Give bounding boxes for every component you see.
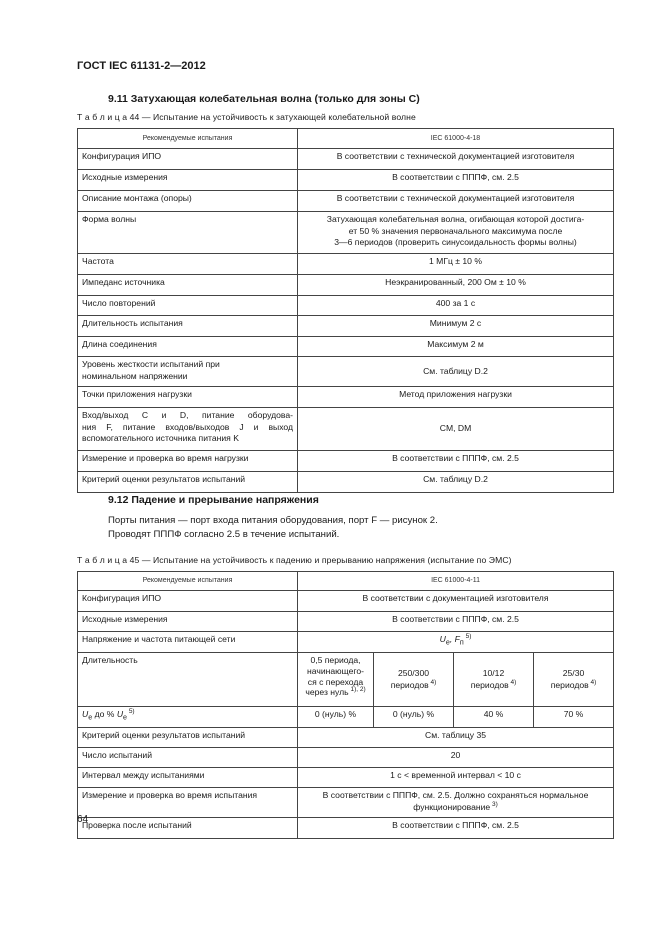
row-label: Форма волны	[78, 212, 298, 254]
table-row	[78, 149, 614, 170]
table-row	[78, 316, 614, 337]
duration-cell: 25/30 периодов $^{4)}$	[534, 653, 614, 707]
table-row	[78, 357, 614, 387]
table-row	[78, 591, 614, 612]
row-label: Точки приложения нагрузки	[78, 387, 298, 408]
row-label: Число повторений	[78, 296, 298, 316]
row-label: Исходные измерения	[78, 612, 298, 632]
table-row	[78, 768, 614, 788]
header-cell: Рекомендуемые испытания	[78, 572, 298, 591]
row-label: Исходные измерения	[78, 170, 298, 191]
table-45	[77, 571, 614, 839]
table-row	[78, 191, 614, 212]
row-label: Напряжение и частота питающей сети	[78, 632, 298, 653]
table-44	[77, 128, 614, 493]
label-line: ния F, питание входов/выходов J и выход	[82, 421, 293, 432]
row-label: Длина соединения	[78, 337, 298, 357]
row-value: В соответствии с технической документацией изготовителя	[298, 149, 614, 170]
row-value: 1 с < временной интервал < 10 с	[298, 768, 614, 788]
row-label: $U_e$ до % $U_e$ $^{5)}$	[78, 707, 298, 728]
row-label: Число испытаний	[78, 748, 298, 768]
row-label: Измерение и проверка во время испытания	[78, 788, 298, 818]
table-row	[78, 612, 614, 632]
row-label: Конфигурация ИПО	[78, 149, 298, 170]
table-row	[78, 748, 614, 768]
table-44-caption: Т а б л и ц а 44 — Испытание на устойчивость к затухающей колебательной волне	[77, 112, 416, 122]
row-value: В соответствии с ПППФ, см. 2.5	[298, 818, 614, 839]
row-value: Метод приложения нагрузки	[298, 387, 614, 408]
row-value: См. таблицу D.2	[298, 357, 614, 387]
row-value: См. таблицу D.2	[298, 472, 614, 493]
paragraph: Проводят ПППФ согласно 2.5 в течение испытаний.	[108, 529, 340, 540]
table-row	[78, 451, 614, 472]
row-label: Описание монтажа (опоры)	[78, 191, 298, 212]
row-label: Измерение и проверка во время нагрузки	[78, 451, 298, 472]
row-value: $U_e$, $F_п$ $^{5)}$	[298, 632, 614, 653]
document-code: ГОСТ IEC 61131-2—2012	[77, 60, 206, 72]
table-row	[78, 337, 614, 357]
table-row	[78, 254, 614, 275]
row-value: 1 МГц ± 10 %	[298, 254, 614, 275]
row-value	[298, 212, 614, 254]
row-value: В соответствии с ПППФ, см. 2.5	[298, 170, 614, 191]
header-cell: Рекомендуемые испытания	[78, 129, 298, 149]
row-label: Длительность испытания	[78, 316, 298, 337]
label-line: номинальном напряжении	[82, 370, 188, 381]
row-value: 20	[298, 748, 614, 768]
table-row-duration	[78, 653, 614, 707]
row-value: Максимум 2 м	[298, 337, 614, 357]
row-label: Критерий оценки результатов испытаний	[78, 472, 298, 493]
row-value: См. таблицу 35	[298, 728, 614, 748]
table-row	[78, 212, 614, 254]
row-label: Длительность	[78, 653, 298, 707]
table-row	[78, 387, 614, 408]
table-row	[78, 632, 614, 653]
header-cell: IEC 61000-4-11	[298, 572, 614, 591]
row-value: 400 за 1 с	[298, 296, 614, 316]
value-line: Затухающая колебательная волна, огибающая которой достига-	[326, 214, 585, 224]
table-row	[78, 275, 614, 296]
row-label: Критерий оценки результатов испытаний	[78, 728, 298, 748]
row-value: 70 %	[534, 707, 614, 728]
section-9-12-title: 9.12 Падение и прерывание напряжения	[108, 494, 319, 506]
table-row	[78, 296, 614, 316]
section-9-11-title: 9.11 Затухающая колебательная волна (только для зоны С)	[108, 93, 420, 105]
row-label	[78, 357, 298, 387]
row-value: Неэкранированный, 200 Ом ± 10 %	[298, 275, 614, 296]
table-45-caption: Т а б л и ц а 45 — Испытание на устойчивость к падению и прерыванию напряжения (испытание по ЭМС)	[77, 555, 512, 565]
row-value: В соответствии с ПППФ, см. 2.5. Должно сохраняться нормальное функционирование $^{3)}$	[298, 788, 614, 818]
row-value: 40 %	[454, 707, 534, 728]
row-value: В соответствии с ПППФ, см. 2.5	[298, 451, 614, 472]
row-value: В соответствии с ПППФ, см. 2.5	[298, 612, 614, 632]
duration-cell: 0,5 периода, начинающего- ся с перехода через нуль $^{1), 2)}$	[298, 653, 374, 707]
row-label: Интервал между испытаниями	[78, 768, 298, 788]
table-row	[78, 707, 614, 728]
duration-cell: 10/12 периодов $^{4)}$	[454, 653, 534, 707]
paragraph: Порты питания — порт входа питания оборудования, порт F — рисунок 2.	[108, 515, 438, 526]
page-number: 64	[77, 814, 89, 825]
table-header-row	[78, 572, 614, 591]
table-row	[78, 818, 614, 839]
row-value: CM, DM	[298, 408, 614, 451]
table-row	[78, 170, 614, 191]
row-label: Импеданс источника	[78, 275, 298, 296]
row-value: В соответствии с технической документацией изготовителя	[298, 191, 614, 212]
row-label: Конфигурация ИПО	[78, 591, 298, 612]
row-label: Проверка после испытаний	[78, 818, 298, 839]
row-value: В соответствии с документацией изготовителя	[298, 591, 614, 612]
value-line: 3—6 периодов (проверить синусоидальность формы волны)	[334, 237, 577, 247]
table-row	[78, 408, 614, 451]
header-cell: IEC 61000-4-18	[298, 129, 614, 149]
table-row	[78, 472, 614, 493]
label-line: Уровень жесткости испытаний при	[82, 359, 220, 369]
duration-cell: 250/300 периодов $^{4)}$	[374, 653, 454, 707]
row-label: Частота	[78, 254, 298, 275]
table-row	[78, 788, 614, 818]
table-header-row	[78, 129, 614, 149]
label-line: вспомогательного источника питания K	[82, 433, 239, 443]
row-label	[78, 408, 298, 451]
row-value: Минимум 2 с	[298, 316, 614, 337]
value-line: ет 50 % значения первоначального максимума после	[348, 225, 563, 236]
label-line: Вход/выход С и D, питание оборудова-	[82, 410, 293, 420]
row-value: 0 (нуль) %	[298, 707, 374, 728]
table-row	[78, 728, 614, 748]
row-value: 0 (нуль) %	[374, 707, 454, 728]
